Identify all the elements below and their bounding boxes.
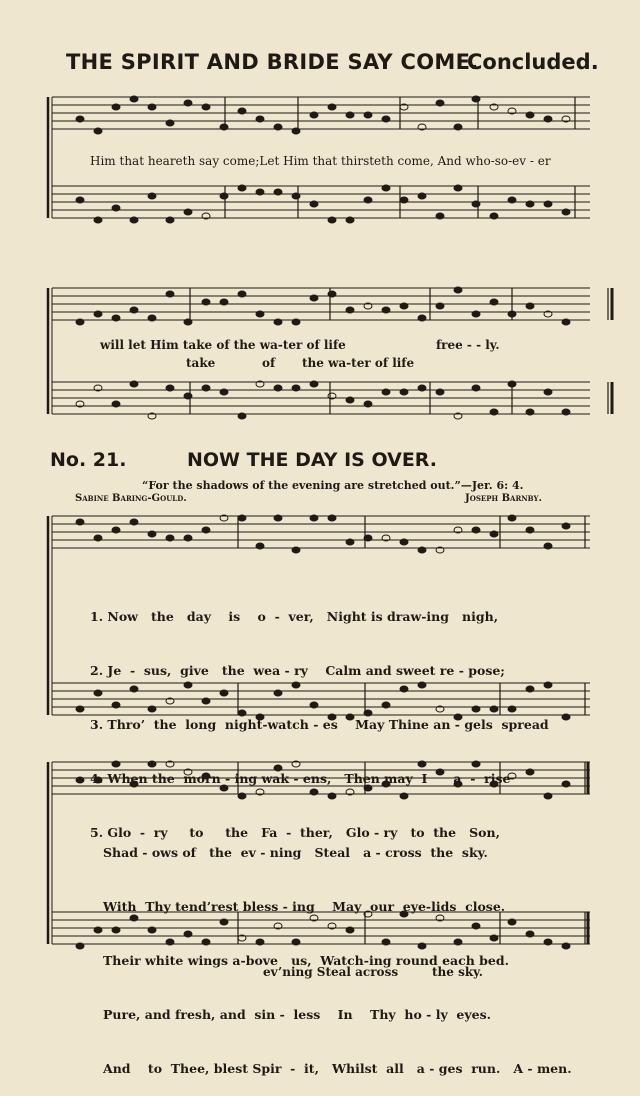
- note-head: [112, 315, 120, 321]
- note-head: [274, 189, 282, 195]
- note-head: [112, 401, 120, 407]
- note-head: [112, 527, 120, 533]
- note-head: [346, 112, 354, 118]
- verse-line: 5. Glo - ry to the Fa - ther, Glo - ry to the Son,: [90, 825, 500, 840]
- note-head: [76, 706, 84, 712]
- note-head: [544, 389, 552, 395]
- note-head: [130, 381, 138, 387]
- note-head: [274, 515, 282, 521]
- note-head: [238, 108, 246, 114]
- note-head: [526, 527, 534, 533]
- note-head: [166, 217, 174, 223]
- note-head: [364, 112, 372, 118]
- verse-line: With Thy tend’rest bless - ing May our eye-lids close.: [103, 899, 506, 914]
- note-head: [472, 96, 480, 102]
- note-head: [238, 413, 246, 419]
- note-head: [166, 385, 174, 391]
- verse-line: Pure, and fresh, and sin - less In Thy ho - ly eyes.: [103, 1007, 491, 1022]
- note-head: [94, 927, 102, 933]
- note-head: [382, 185, 390, 191]
- verse-line: 2. Je - sus, give the wea - ry Calm and sweet re - pose;: [90, 663, 505, 678]
- note-head: [544, 116, 552, 122]
- note-head: [166, 291, 174, 297]
- note-head: [238, 515, 246, 521]
- note-head: [130, 307, 138, 313]
- note-head: [76, 777, 84, 783]
- note-head: [184, 209, 192, 215]
- verse-line: Shad - ows of the ev - ning Steal a - cross the sky.: [103, 845, 488, 860]
- composer: Joseph Barnby.: [465, 493, 542, 504]
- note-head: [526, 303, 534, 309]
- note-head: [292, 193, 300, 199]
- note-head: [472, 385, 480, 391]
- note-head: [166, 535, 174, 541]
- note-head: [490, 299, 498, 305]
- note-head: [184, 319, 192, 325]
- note-head: [436, 100, 444, 106]
- system1-lyric: Him that heareth say come;Let Him that thirsteth come, And who-so-ev - er: [90, 154, 551, 168]
- note-head: [526, 409, 534, 415]
- note-head: [238, 291, 246, 297]
- epigraph: “For the shadows of the evening are stretched out.”—Jer. 6: 4.: [142, 479, 524, 492]
- note-head: [472, 311, 480, 317]
- note-head: [76, 116, 84, 122]
- note-head: [238, 185, 246, 191]
- verse-line: Their white wings a-bove us, Watch-ing round each bed.: [103, 953, 509, 968]
- verse-line: 1. Now the day is o - ver, Night is draw-ing nigh,: [90, 609, 499, 624]
- note-head: [418, 385, 426, 391]
- hymn-number: No. 21.: [50, 449, 127, 471]
- note-head: [202, 527, 210, 533]
- note-head: [292, 319, 300, 325]
- note-head: [328, 104, 336, 110]
- note-head: [274, 385, 282, 391]
- note-head: [346, 217, 354, 223]
- verse-line: 4. When the morn - ing wak - ens, Then may I a - rise: [90, 771, 511, 786]
- note-head: [328, 515, 336, 521]
- system2-lyric-b1: take: [186, 356, 216, 370]
- note-head: [166, 120, 174, 126]
- note-head: [76, 943, 84, 949]
- note-head: [436, 213, 444, 219]
- note-head: [526, 112, 534, 118]
- concluded-label: Concluded.: [467, 50, 599, 74]
- note-head: [544, 543, 552, 549]
- note-head: [364, 535, 372, 541]
- system2-lyric-a-end: free - - ly.: [436, 338, 500, 352]
- note-head: [76, 519, 84, 525]
- note-head: [274, 319, 282, 325]
- note-head: [76, 197, 84, 203]
- note-head: [130, 519, 138, 525]
- note-head: [184, 393, 192, 399]
- note-head: [472, 527, 480, 533]
- note-head: [292, 128, 300, 134]
- note-head: [148, 315, 156, 321]
- note-head: [400, 197, 408, 203]
- note-head: [346, 539, 354, 545]
- song-title: THE SPIRIT AND BRIDE SAY COME.: [66, 50, 479, 74]
- note-head: [274, 124, 282, 130]
- note-head: [292, 547, 300, 553]
- note-head: [418, 193, 426, 199]
- note-head: [508, 197, 516, 203]
- note-head: [202, 299, 210, 305]
- note-head: [400, 539, 408, 545]
- note-head: [562, 209, 570, 215]
- note-head: [562, 319, 570, 325]
- note-head: [508, 311, 516, 317]
- hymn-title: NOW THE DAY IS OVER.: [187, 449, 438, 471]
- note-head: [256, 116, 264, 122]
- note-head: [130, 96, 138, 102]
- note-head: [454, 124, 462, 130]
- bass-lyric-b: the sky.: [432, 965, 483, 979]
- note-head: [76, 319, 84, 325]
- note-head: [94, 217, 102, 223]
- note-head: [202, 385, 210, 391]
- note-head: [490, 409, 498, 415]
- note-head: [526, 201, 534, 207]
- note-head: [184, 535, 192, 541]
- verses-part2: [103, 808, 572, 1096]
- system2-lyric-a: will let Him take of the wa-ter of life: [100, 338, 346, 352]
- note-head: [310, 381, 318, 387]
- note-head: [346, 307, 354, 313]
- system2-lyric-b3: the wa-ter of life: [302, 356, 415, 370]
- note-head: [112, 104, 120, 110]
- note-head: [94, 311, 102, 317]
- note-head: [562, 781, 570, 787]
- note-head: [148, 193, 156, 199]
- note-head: [148, 104, 156, 110]
- note-head: [220, 389, 228, 395]
- note-head: [256, 543, 264, 549]
- note-head: [454, 185, 462, 191]
- note-head: [94, 128, 102, 134]
- note-head: [382, 307, 390, 313]
- note-head: [436, 389, 444, 395]
- note-head: [292, 385, 300, 391]
- note-head: [400, 389, 408, 395]
- note-head: [94, 535, 102, 541]
- note-head: [220, 193, 228, 199]
- note-head: [310, 515, 318, 521]
- verse-line: 3. Thro’ the long night-watch - es May Thine an - gels spread: [90, 717, 549, 732]
- note-head: [490, 531, 498, 537]
- note-head: [130, 217, 138, 223]
- verse-line: And to Thee, blest Spir - it, Whilst all a - ges run. A - men.: [103, 1061, 572, 1076]
- note-head: [220, 299, 228, 305]
- note-head: [112, 205, 120, 211]
- note-head: [436, 303, 444, 309]
- note-head: [382, 389, 390, 395]
- note-head: [454, 287, 462, 293]
- note-head: [508, 381, 516, 387]
- note-head: [364, 401, 372, 407]
- note-head: [202, 104, 210, 110]
- note-head: [562, 523, 570, 529]
- system2-lyric-b2: of: [262, 356, 276, 370]
- note-head: [310, 112, 318, 118]
- note-head: [490, 213, 498, 219]
- note-head: [184, 100, 192, 106]
- note-head: [508, 515, 516, 521]
- note-head: [328, 291, 336, 297]
- note-head: [346, 397, 354, 403]
- note-head: [562, 714, 570, 720]
- note-head: [310, 295, 318, 301]
- note-head: [220, 124, 228, 130]
- note-head: [418, 547, 426, 553]
- note-head: [256, 311, 264, 317]
- note-head: [472, 201, 480, 207]
- note-head: [256, 189, 264, 195]
- note-head: [364, 197, 372, 203]
- note-head: [544, 201, 552, 207]
- note-head: [328, 217, 336, 223]
- note-head: [148, 531, 156, 537]
- note-head: [382, 116, 390, 122]
- author: Sabine Baring-Gould.: [75, 493, 187, 504]
- note-head: [310, 201, 318, 207]
- note-head: [418, 315, 426, 321]
- note-head: [562, 409, 570, 415]
- note-head: [400, 303, 408, 309]
- bass-lyric-a: ev’ning Steal across: [263, 965, 399, 979]
